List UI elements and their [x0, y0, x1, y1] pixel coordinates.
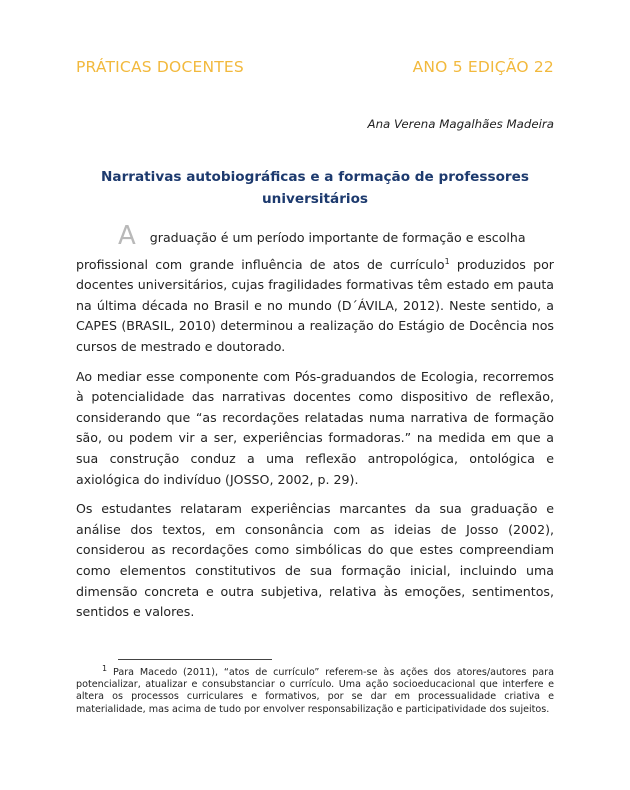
article-body [76, 222, 554, 632]
paragraph-1-first-line: graduação é um período importante de formação e escolha [149, 230, 526, 245]
footnote [76, 663, 554, 716]
article-title: Narrativas autobiográficas e a formação de professores universitários [101, 169, 529, 207]
footnote-ref[interactable]: 1 [444, 256, 450, 266]
footnote-divider [118, 659, 272, 660]
author-name: Ana Verena Magalhães Madeira [367, 117, 554, 131]
page-header [76, 58, 554, 76]
header-section-name: PRÁTICAS DOCENTES [76, 58, 244, 76]
paragraph-2: Ao mediar esse componente com Pós-graduandos de Ecologia, recorremos à potencialidade das narrativas docentes como dispositivo de reflexão, considerando que “as recordações relatadas numa narrativa de formação são, ou podem vir a ser, experiências formadoras.” na medida em que a sua construção conduz a uma reflexão antropológica, ontológica e axiológica do indivíduo (JOSSO, 2002, p. 29). [76, 368, 554, 487]
paragraph-1 [76, 222, 554, 358]
paragraph-1-text: profissional com grande influência de atos de currículo [76, 256, 445, 272]
header-issue: ANO 5 EDIÇÃO 22 [412, 58, 554, 76]
paragraph-3: Os estudantes relataram experiências marcantes da sua graduação e análise dos textos, em consonância com as ideias de Josso (2002), considerou as recordações como simbólicas do que estes compreendiam como elementos constitutivos de sua formação inicial, incluindo uma dimensão concreta e outra subjetiva, relativa às emoções, sentimentos, sentidos e valores. [76, 501, 554, 620]
paragraph-1-text-cont: produzidos por docentes universitários, cujas fragilidades formativas têm estado em pauta na última década no Brasil e no mundo (D´ÁVILA, 2012). Neste sentido, a CAPES (BRASIL, 2010) determinou a realização do Estágio de Docência nos cursos de mestrado e doutorado. [76, 256, 554, 354]
footnote-number: 1 [102, 663, 108, 673]
drop-cap: A [118, 221, 136, 251]
footnote-text: Para Macedo (2011), “atos de currículo” referem-se às ações dos atores/autores para potencializar, atualizar e consubstanciar o currículo. Uma ação socioeducacional que interfere e altera os processos curriculares e formativos, por se dar em processualidade criativa e materialidade, mas acima de tudo por envolver responsabilização e participatividade dos sujeitos. [76, 667, 554, 715]
